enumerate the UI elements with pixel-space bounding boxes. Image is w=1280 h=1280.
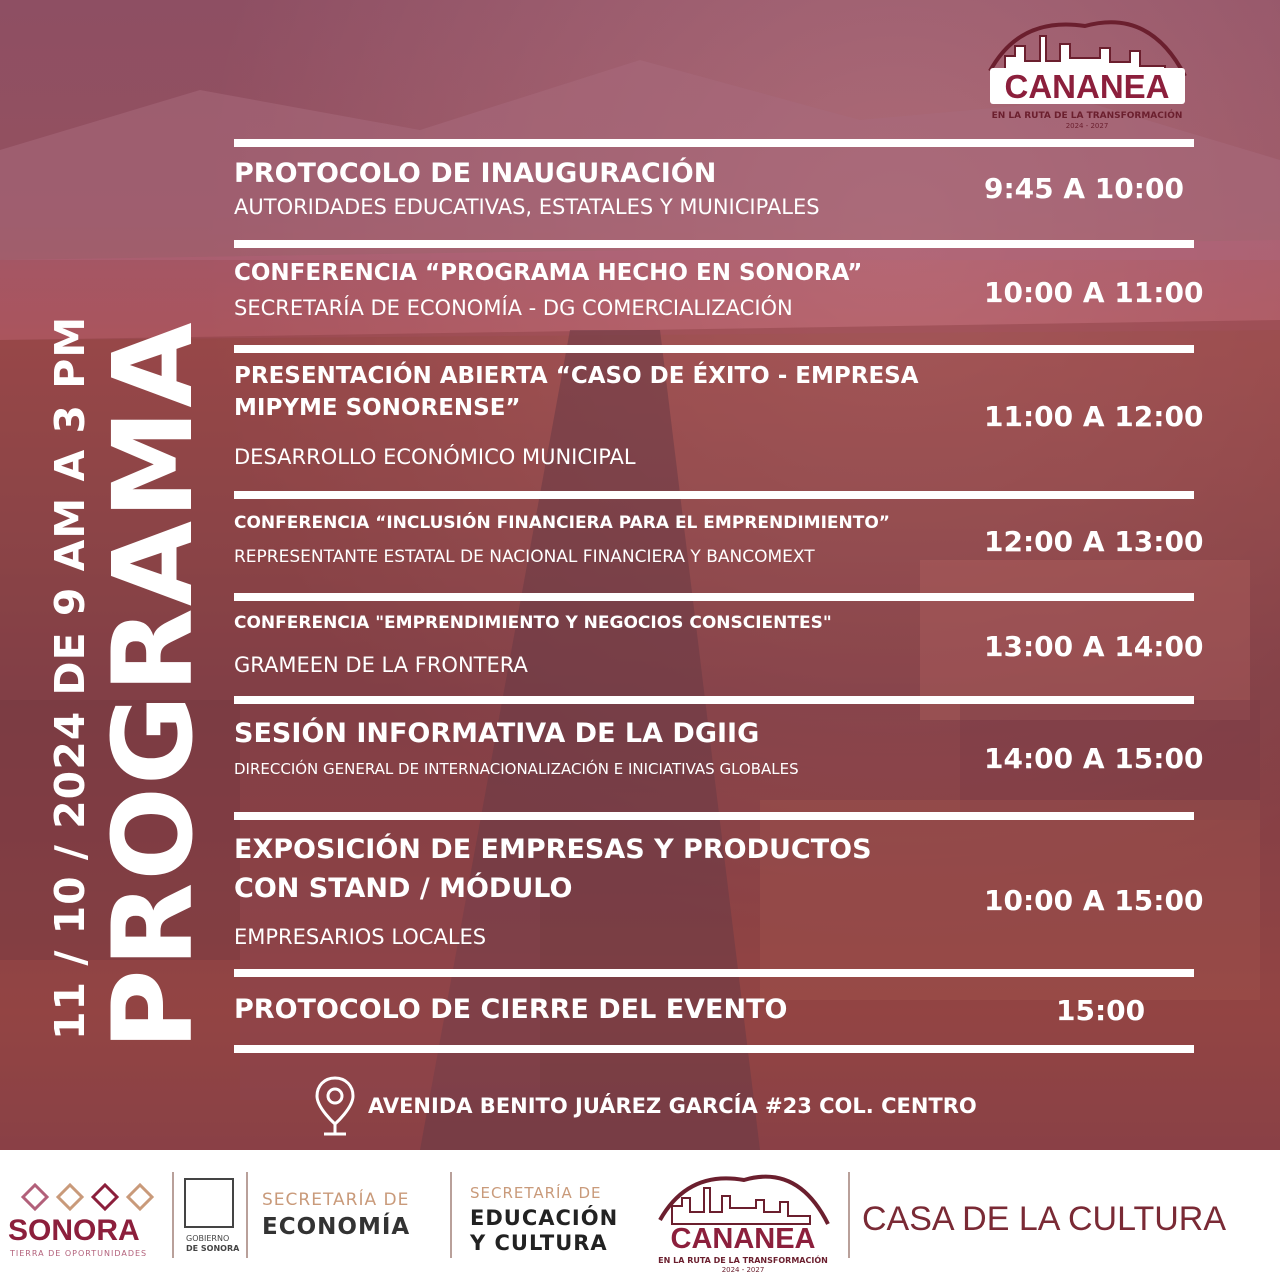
program-item-subtitle: DESARROLLO ECONÓMICO MUNICIPAL xyxy=(234,445,636,469)
program-item xyxy=(234,501,1204,593)
divider xyxy=(234,969,1194,977)
cananea-logo-years: 2024 - 2027 xyxy=(1065,122,1109,130)
cananea-footer-logo-text: CANANEA xyxy=(670,1223,816,1255)
program-item-time: 12:00 A 13:00 xyxy=(984,525,1204,558)
sonora-pattern-icon xyxy=(18,1180,168,1214)
event-address xyxy=(312,1074,977,1138)
coat-of-arms-icon xyxy=(184,1178,234,1228)
address-text: AVENIDA BENITO JUÁREZ GARCÍA #23 COL. CENTRO xyxy=(368,1094,977,1118)
program-item-title: MIPYME SONORENSE” xyxy=(234,395,521,421)
divider xyxy=(234,593,1194,601)
program-item-title: CONFERENCIA “PROGRAMA HECHO EN SONORA” xyxy=(234,260,863,286)
location-pin-icon xyxy=(312,1074,358,1138)
program-item-subtitle: REPRESENTANTE ESTATAL DE NACIONAL FINANCIERA Y BANCOMEXT xyxy=(234,547,815,567)
divider xyxy=(234,1045,1194,1053)
program-item-title: PROTOCOLO DE CIERRE DEL EVENTO xyxy=(234,994,788,1025)
cananea-footer-logo-tagline: EN LA RUTA DE LA TRANSFORMACIÓN xyxy=(658,1256,828,1265)
program-item-time: 15:00 xyxy=(1056,994,1146,1027)
divider xyxy=(450,1172,452,1258)
secretaria-educacion-logo xyxy=(470,1184,618,1256)
sponsor-footer xyxy=(0,1150,1280,1280)
program-item-title: PROTOCOLO DE INAUGURACIÓN xyxy=(234,158,717,189)
program-item xyxy=(234,250,1204,345)
divider xyxy=(234,696,1194,704)
program-item xyxy=(234,603,1204,696)
program-item-time: 9:45 A 10:00 xyxy=(984,172,1184,205)
program-item xyxy=(234,979,1194,1045)
secretaria-economia-logo xyxy=(262,1190,410,1240)
divider xyxy=(172,1172,174,1258)
educacion-line-3: Y CULTURA xyxy=(470,1231,608,1255)
cananea-footer-logo xyxy=(652,1162,834,1274)
educacion-line-2: EDUCACIÓN xyxy=(470,1206,619,1230)
program-item xyxy=(234,355,1204,491)
program-item-title: EXPOSICIÓN DE EMPRESAS Y PRODUCTOS xyxy=(234,834,872,865)
sonora-wordmark: SONORA xyxy=(8,1214,140,1247)
economia-line-2: ECONOMÍA xyxy=(262,1214,411,1240)
program-item-time: 13:00 A 14:00 xyxy=(984,630,1204,663)
divider xyxy=(848,1172,850,1258)
program-item-title: PRESENTACIÓN ABIERTA “CASO DE ÉXITO - EMPRESA xyxy=(234,363,919,389)
program-item xyxy=(234,822,1204,969)
sonora-tagline: TIERRA DE OPORTUNIDADES xyxy=(10,1249,148,1258)
program-item xyxy=(234,706,1204,812)
divider xyxy=(234,812,1194,820)
divider xyxy=(234,491,1194,499)
program-item-subtitle: GRAMEEN DE LA FRONTERA xyxy=(234,653,528,677)
program-item-title: CONFERENCIA “INCLUSIÓN FINANCIERA PARA EL EMPRENDIMIENTO” xyxy=(234,513,890,533)
economia-line-1: SECRETARÍA DE xyxy=(262,1190,410,1210)
program-item-time: 14:00 A 15:00 xyxy=(984,742,1204,775)
program-item-title: CONFERENCIA "EMPRENDIMIENTO Y NEGOCIOS CONSCIENTES" xyxy=(234,613,832,633)
sonora-logo xyxy=(8,1178,168,1258)
divider xyxy=(234,139,1194,147)
gobierno-sonora-logo xyxy=(180,1178,238,1262)
event-date: 11 / 10 / 2024 DE 9 AM A 3 PM xyxy=(46,315,94,1040)
program-item-subtitle: EMPRESARIOS LOCALES xyxy=(234,925,487,949)
divider xyxy=(246,1172,248,1258)
program-item-subtitle: SECRETARÍA DE ECONOMÍA - DG COMERCIALIZACIÓN xyxy=(234,296,793,320)
cananea-footer-logo-years: 2024 - 2027 xyxy=(721,1266,765,1274)
program-item xyxy=(234,150,1194,240)
divider xyxy=(234,240,1194,248)
program-title: PROGRAMA xyxy=(89,320,217,1050)
program-item-time: 10:00 A 11:00 xyxy=(984,276,1204,309)
gobierno-line-2: DE SONORA xyxy=(186,1244,240,1253)
educacion-line-1: SECRETARÍA DE xyxy=(470,1184,602,1202)
program-item-title: SESIÓN INFORMATIVA DE LA DGIIG xyxy=(234,718,760,749)
divider xyxy=(234,345,1194,353)
cananea-logo-tagline: EN LA RUTA DE LA TRANSFORMACIÓN xyxy=(991,111,1183,121)
program-item-title: CON STAND / MÓDULO xyxy=(234,873,573,904)
program-item-subtitle: DIRECCIÓN GENERAL DE INTERNACIONALIZACIÓN E INICIATIVAS GLOBALES xyxy=(234,760,799,778)
program-item-time: 11:00 A 12:00 xyxy=(984,400,1204,433)
cananea-logo-text: CANANEA xyxy=(1004,68,1170,105)
program-item-subtitle: AUTORIDADES EDUCATIVAS, ESTATALES Y MUNICIPALES xyxy=(234,195,820,219)
gobierno-line-1: GOBIERNO xyxy=(186,1234,230,1243)
cananea-logo xyxy=(980,6,1195,130)
casa-de-la-cultura-logo: CASA DE LA CULTURA xyxy=(862,1200,1227,1238)
program-item-time: 10:00 A 15:00 xyxy=(984,884,1204,917)
